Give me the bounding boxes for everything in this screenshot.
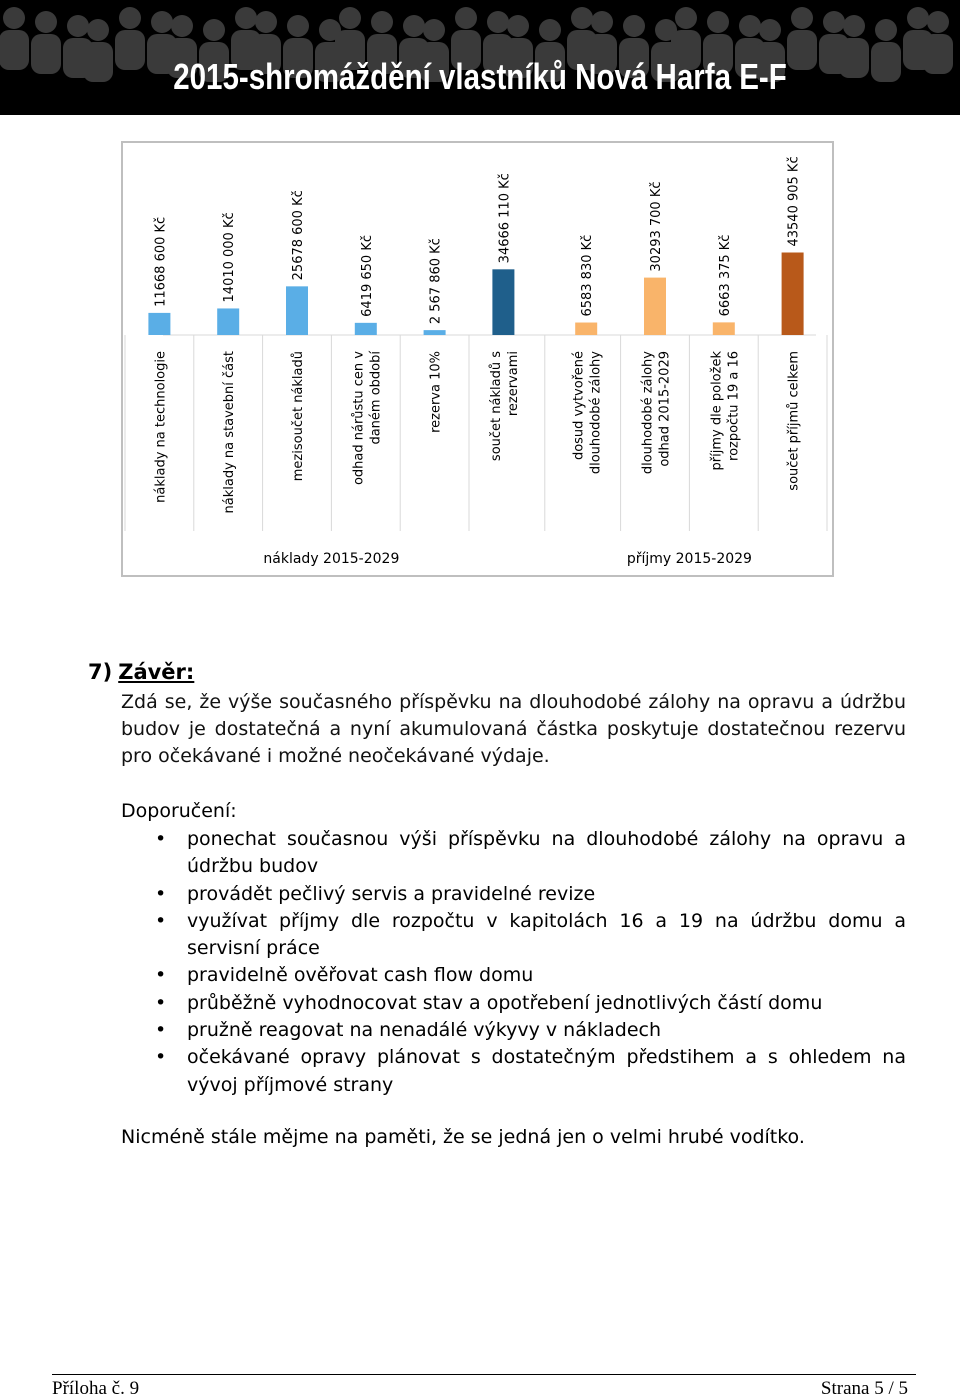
section-title: Závěr: — [118, 660, 195, 684]
bullet-icon: • — [155, 991, 167, 1014]
list-item — [121, 881, 906, 908]
bullet-icon: • — [155, 909, 167, 932]
bar — [424, 330, 446, 335]
list-item — [121, 1017, 906, 1044]
bar — [782, 253, 804, 335]
data-label: 25678 600 Kč — [291, 190, 306, 281]
data-label: 14010 000 Kč — [222, 212, 238, 303]
bar — [148, 313, 170, 335]
bar — [355, 323, 377, 335]
tick-label: daném období — [368, 351, 384, 445]
data-label: 2 567 860 Kč — [428, 238, 444, 325]
banner-title: 2015-shromáždění vlastníků Nová Harfa E-F — [173, 56, 787, 97]
section-heading — [88, 660, 194, 684]
recommendation-label: Doporučení: — [121, 800, 237, 822]
bar-chart — [123, 143, 832, 575]
tick-label: rezerva 10% — [428, 351, 444, 433]
list-item-text: pravidelně ověřovat cash flow domu — [187, 964, 534, 987]
tick-label: součet nákladů s — [488, 351, 504, 462]
bullet-icon: • — [155, 964, 167, 987]
bar — [286, 286, 308, 335]
data-label: 6583 830 Kč — [580, 234, 596, 317]
list-item-text: očekávané opravy plánovat s dostatečným předstihem a s ohledem na vývoj příjmové strany — [187, 1046, 906, 1096]
group-label: příjmy 2015-2029 — [626, 551, 752, 567]
list-item — [121, 826, 906, 881]
header-banner — [0, 0, 960, 115]
bullet-icon: • — [155, 1046, 167, 1069]
list-item — [121, 962, 906, 989]
tick-label: odhad nárůstu cen v — [351, 351, 367, 486]
bar — [644, 278, 666, 335]
list-item-text: ponechat současnou výši příspěvku na dlouhodobé zálohy na opravu a údržbu budov — [187, 828, 906, 878]
tick-label: dlouhodobé zálohy — [588, 351, 604, 475]
data-label: 11668 600 Kč — [153, 216, 169, 307]
list-item-text: využívat příjmy dle rozpočtu v kapitolách 16 a 19 na údržbu domu a servisní práce — [187, 909, 906, 960]
bar — [217, 308, 239, 335]
tick-label: mezisoučet nákladů — [291, 351, 306, 482]
section-number: 7) — [88, 660, 113, 684]
tick-label: dlouhodobé zálohy — [640, 351, 656, 475]
bullet-icon: • — [155, 882, 167, 905]
list-item-text: průběžně vyhodnocovat stav a opotřebení jednotlivých částí domu — [187, 991, 823, 1014]
bar — [575, 323, 597, 335]
tick-label: náklady na stavební část — [222, 351, 238, 514]
footer-attachment: Příloha č. 9 — [52, 1378, 140, 1399]
tick-label: součet příjmů celkem — [786, 351, 802, 491]
bar — [713, 322, 735, 335]
tick-label: příjmy dle položek — [709, 351, 725, 471]
recommendation-list — [121, 826, 906, 1099]
bullet-icon: • — [155, 828, 167, 850]
chart-frame — [121, 141, 834, 577]
list-item — [121, 1044, 906, 1099]
bar — [492, 269, 514, 335]
closing-sentence: Nicméně stále mějme na paměti, že se jedná jen o velmi hrubé vodítko. — [121, 1126, 805, 1148]
tick-label: rezervami — [505, 351, 521, 417]
tick-label: rozpočtu 19 a 16 — [726, 351, 742, 461]
data-label: 6419 650 Kč — [359, 234, 375, 317]
data-label: 43540 905 Kč — [786, 156, 802, 247]
tick-label: odhad 2015-2029 — [657, 351, 673, 467]
list-item-text: pružně reagovat na nenadálé výkyvy v nákladech — [187, 1019, 662, 1042]
data-label: 30293 700 Kč — [649, 181, 664, 272]
group-label: náklady 2015-2029 — [263, 551, 400, 567]
data-label: 34666 110 Kč — [497, 173, 513, 264]
list-item — [121, 908, 906, 963]
bullet-icon: • — [155, 1019, 167, 1042]
tick-label: náklady na technologie — [153, 351, 169, 503]
tick-label: dosud vytvořené — [571, 351, 587, 461]
data-label: 6663 375 Kč — [717, 234, 733, 317]
list-item — [121, 990, 906, 1017]
footer-divider — [52, 1374, 916, 1375]
conclusion-paragraph: Zdá se, že výše současného příspěvku na dlouhodobé zálohy na opravu a údržbu budov je dostatečná a nyní akumulovaná částka poskytuje dostatečnou rezervu pro očekávané i možné neočekávané výdaje. — [121, 691, 906, 767]
list-item-text: provádět pečlivý servis a pravidelné revize — [187, 882, 596, 905]
footer-page-number: Strana 5 / 5 — [820, 1378, 908, 1399]
